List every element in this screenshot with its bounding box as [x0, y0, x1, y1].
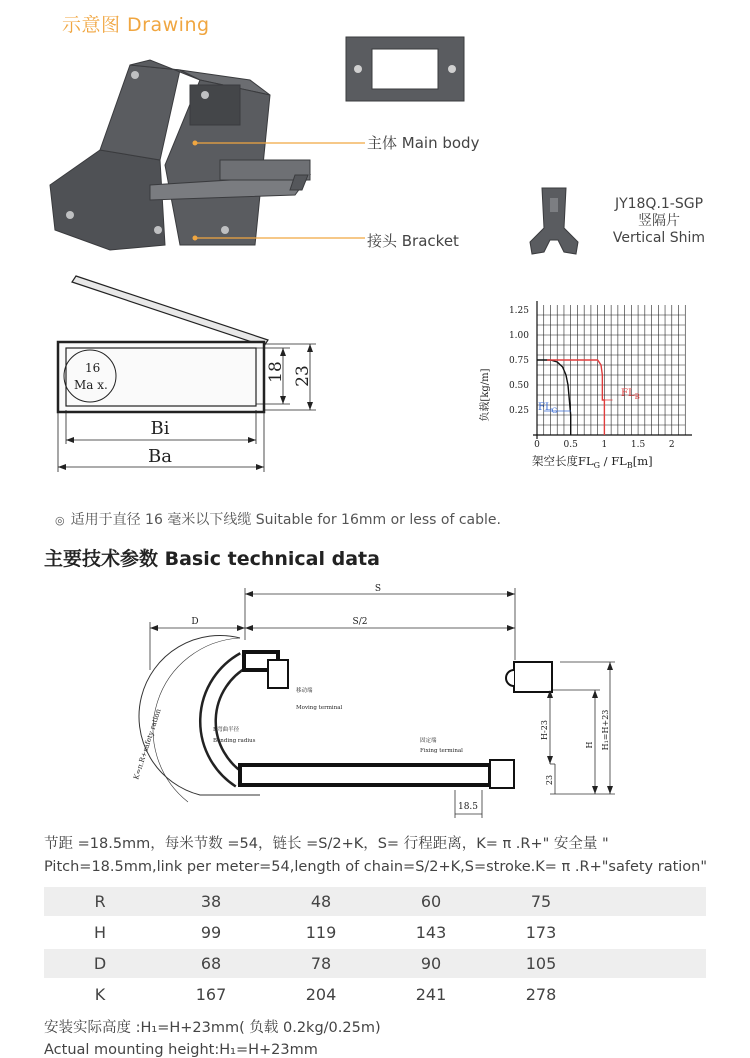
pitch-en: Pitch=18.5mm,link per meter=54,length of chain=S/2+K,S=stroke.K= π .R+"safety ration" — [44, 859, 708, 875]
leader-lines — [190, 138, 370, 248]
dim-23: 23 — [545, 774, 554, 786]
x-tick-label: 0 — [534, 440, 540, 450]
x-tick-label: 1 — [601, 440, 608, 450]
layout-drawing — [110, 580, 620, 820]
vertical-shim-label — [600, 196, 718, 247]
chart-grid — [533, 301, 692, 439]
table-row — [44, 979, 706, 1010]
table-cell: 105 — [486, 948, 596, 979]
bending-cn: R弯曲半径 — [213, 727, 240, 733]
table-cell: D — [44, 948, 156, 979]
table-cell: 38 — [156, 887, 266, 917]
dim-s2: S/2 — [352, 617, 368, 627]
series-line-flg — [537, 360, 571, 435]
y-tick-label: 1.25 — [508, 306, 529, 316]
table-row — [44, 948, 706, 979]
table-row — [44, 917, 706, 948]
y-tick-label: 0.25 — [508, 406, 529, 416]
vertical-shim-illustration — [528, 186, 580, 256]
fl-g-label: $FL_G$ — [538, 402, 558, 415]
table-cell: 204 — [266, 979, 376, 1010]
table-cell: H — [44, 917, 156, 948]
table-cell: 48 — [266, 887, 376, 917]
table-cell: 78 — [266, 948, 376, 979]
dim-ba: Ba — [148, 446, 172, 467]
main-body-label: 主体 Main body — [367, 134, 480, 152]
chart-series — [537, 360, 612, 435]
table-cell: 167 — [156, 979, 266, 1010]
cable-note-text: 适用于直径 16 毫米以下线缆 Suitable for 16mm or less of cable. — [70, 512, 501, 528]
table-cell: R — [44, 887, 156, 917]
chart-ylabel: 负载[kg/m] — [480, 368, 491, 422]
hole-icon — [201, 91, 209, 99]
bending-en: Bending radius — [213, 738, 256, 744]
table-cell: 119 — [266, 917, 376, 948]
fl-b-label: $FL_B$ — [621, 388, 640, 401]
cable-note — [55, 509, 501, 529]
fixing-en: Fixing terminal — [420, 748, 463, 754]
dim-bi: Bi — [150, 418, 170, 439]
table-cell: 68 — [156, 948, 266, 979]
hole-icon — [154, 226, 162, 234]
dim-d: D — [191, 617, 199, 627]
bullet-icon: ◎ — [55, 514, 65, 527]
table-cell: 241 — [376, 979, 486, 1010]
chart-ticks — [509, 306, 675, 450]
dim-18: 18 — [266, 361, 286, 383]
table-cell: 143 — [376, 917, 486, 948]
table-cell: 75 — [486, 887, 596, 917]
y-tick-label: 0.50 — [508, 381, 529, 391]
y-tick-label: 0.75 — [508, 356, 529, 366]
x-tick-label: 2 — [668, 440, 675, 450]
bracket-label: 接头 Bracket — [367, 232, 459, 250]
arc-text: K=π.R+safety ration — [132, 707, 163, 781]
cross-section-drawing — [40, 272, 360, 482]
table-row — [44, 887, 706, 917]
bracket-frame-illustration — [344, 35, 466, 103]
hole-icon — [66, 211, 74, 219]
dim-185: 18.5 — [457, 802, 479, 812]
table-cell: 278 — [486, 979, 596, 1010]
dim-s: S — [374, 584, 382, 594]
hole-icon — [131, 71, 139, 79]
load-chart — [470, 290, 720, 480]
dim-23: 23 — [293, 365, 313, 387]
dim-h: H — [585, 741, 594, 749]
shim-cn: 竖隔片 — [638, 213, 680, 229]
spec-table — [44, 887, 706, 1011]
table-cell: 99 — [156, 917, 266, 948]
mount-en: Actual mounting height:H₁=H+23mm — [44, 1042, 318, 1058]
mount-cn: 安装实际高度 :H₁=H+23mm( 负载 0.2kg/0.25m) — [44, 1020, 381, 1036]
pitch-cn: 节距 =18.5mm，每米节数 =54，链长 =S/2+K，S= 行程距离，K= π .R+" 安全量 " — [44, 836, 609, 852]
x-tick-label: 0.5 — [563, 440, 578, 450]
moving-en: Moving terminal — [296, 705, 343, 711]
shim-code: JY18Q.1-SGP — [614, 196, 704, 212]
series-line-flb — [547, 360, 604, 435]
x-tick-label: 1.5 — [630, 440, 646, 450]
table-cell: 60 — [376, 887, 486, 917]
drawing-title: 示意图 Drawing — [62, 14, 210, 36]
chart-xlabel: 架空长度$FL_G / FL_B[m]$ — [532, 454, 653, 470]
y-tick-label: 1.00 — [508, 331, 529, 341]
dim-h-23: H-23 — [540, 720, 549, 740]
fixing-cn: 固定端 — [420, 738, 437, 744]
shim-en: Vertical Shim — [612, 230, 706, 246]
moving-cn: 移动端 — [296, 688, 313, 694]
table-cell: K — [44, 979, 156, 1010]
table-cell: 173 — [486, 917, 596, 948]
max-label-1: 16 — [85, 361, 101, 375]
tech-heading: 主要技术参数 Basic technical data — [44, 548, 380, 570]
max-label-2: Ma x. — [74, 378, 108, 392]
table-cell: 90 — [376, 948, 486, 979]
dim-h1: H₁=H+23 — [601, 709, 610, 751]
